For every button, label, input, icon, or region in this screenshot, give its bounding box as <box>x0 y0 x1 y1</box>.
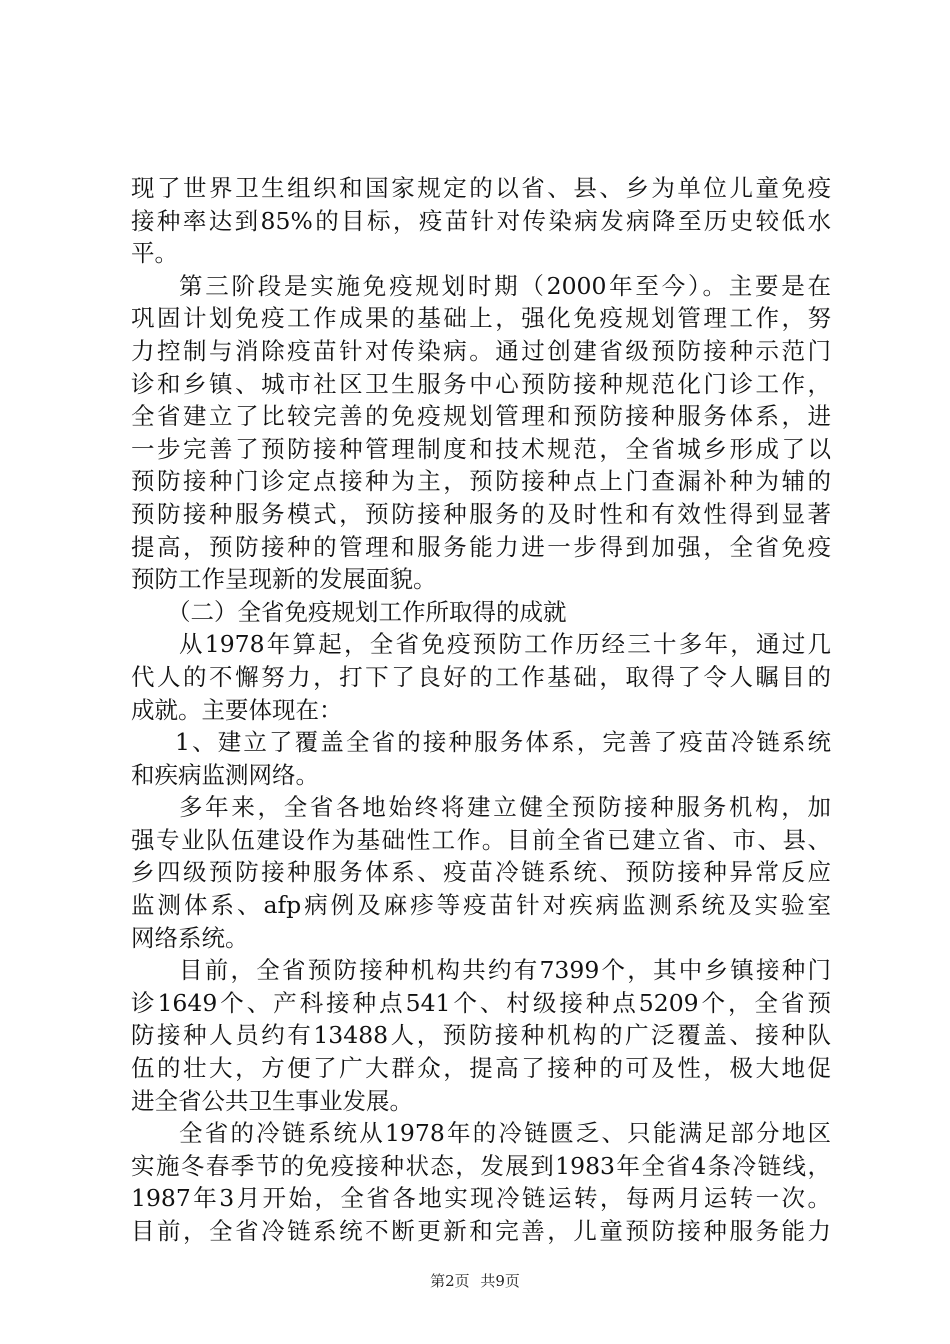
text-line: 平。 <box>131 239 178 268</box>
text-line: 实施冬春季节的免疫接种状态，发展到1983年全省4条冷链线， <box>131 1151 831 1180</box>
text-line: （二）全省免疫规划工作所取得的成就 <box>167 597 567 626</box>
page-footer <box>0 1270 950 1291</box>
text-line: 防接种人员约有13488人，预防接种机构的广泛覆盖、接种队 <box>131 1021 831 1050</box>
text-line: 全省建立了比较完善的免疫规划管理和预防接种服务体系，进 <box>131 402 831 431</box>
text-line: 从1978年算起，全省免疫预防工作历经三十多年，通过几 <box>179 630 831 659</box>
text-line: 网络系统。 <box>131 923 249 952</box>
text-line: 目前，全省冷链系统不断更新和完善，儿童预防接种服务能力 <box>131 1217 831 1245</box>
body-text <box>131 172 831 1248</box>
text-line: 巩固计划免疫工作成果的基础上，强化免疫规划管理工作，努 <box>131 304 831 333</box>
text-line: 强专业队伍建设作为基础性工作。目前全省已建立省、市、县、 <box>131 825 831 854</box>
text-line: 1、建立了覆盖全省的接种服务体系，完善了疫苗冷链系统 <box>175 728 831 757</box>
page-number: 第2页 <box>430 1272 470 1290</box>
text-line: 预防工作呈现新的发展面貌。 <box>131 565 437 594</box>
page-total: 共9页 <box>480 1272 520 1290</box>
text-line: 监测体系、afp病例及麻疹等疫苗针对疾病监测系统及实验室 <box>131 891 831 920</box>
text-line: 预防接种服务模式，预防接种服务的及时性和有效性得到显著 <box>131 499 831 528</box>
text-line: 进全省公共卫生事业发展。 <box>131 1086 413 1115</box>
text-line: 预防接种门诊定点接种为主，预防接种点上门查漏补种为辅的 <box>131 467 831 496</box>
text-line: 诊1649个、产科接种点541个、村级接种点5209个，全省预 <box>131 988 831 1017</box>
text-line: 诊和乡镇、城市社区卫生服务中心预防接种规范化门诊工作， <box>131 369 831 398</box>
text-line: 一步完善了预防接种管理制度和技术规范，全省城乡形成了以 <box>131 434 831 463</box>
text-line: 第三阶段是实施免疫规划时期（2000年至今）。主要是在 <box>179 271 831 300</box>
text-line: 和疾病监测网络。 <box>131 760 319 789</box>
text-line: 现了世界卫生组织和国家规定的以省、县、乡为单位儿童免疫 <box>131 174 831 202</box>
text-line: 伍的壮大，方便了广大群众，提高了接种的可及性，极大地促 <box>131 1054 831 1083</box>
text-line: 成就。主要体现在： <box>131 695 343 724</box>
text-line: 接种率达到85%的目标，疫苗针对传染病发病降至历史较低水 <box>131 206 831 235</box>
text-line: 目前，全省预防接种机构共约有7399个，其中乡镇接种门 <box>179 956 831 985</box>
text-line: 力控制与消除疫苗针对传染病。通过创建省级预防接种示范门 <box>131 336 831 365</box>
text-line: 多年来，全省各地始终将建立健全预防接种服务机构，加 <box>179 793 831 822</box>
text-line: 全省的冷链系统从1978年的冷链匮乏、只能满足部分地区 <box>179 1119 831 1148</box>
text-line: 1987年3月开始，全省各地实现冷链运转，每两月运转一次。 <box>131 1184 831 1213</box>
text-line: 乡四级预防接种服务体系、疫苗冷链系统、预防接种异常反应 <box>131 858 831 887</box>
text-line: 提高，预防接种的管理和服务能力进一步得到加强，全省免疫 <box>131 532 831 561</box>
text-line: 代人的不懈努力，打下了良好的工作基础，取得了令人瞩目的 <box>131 662 831 691</box>
